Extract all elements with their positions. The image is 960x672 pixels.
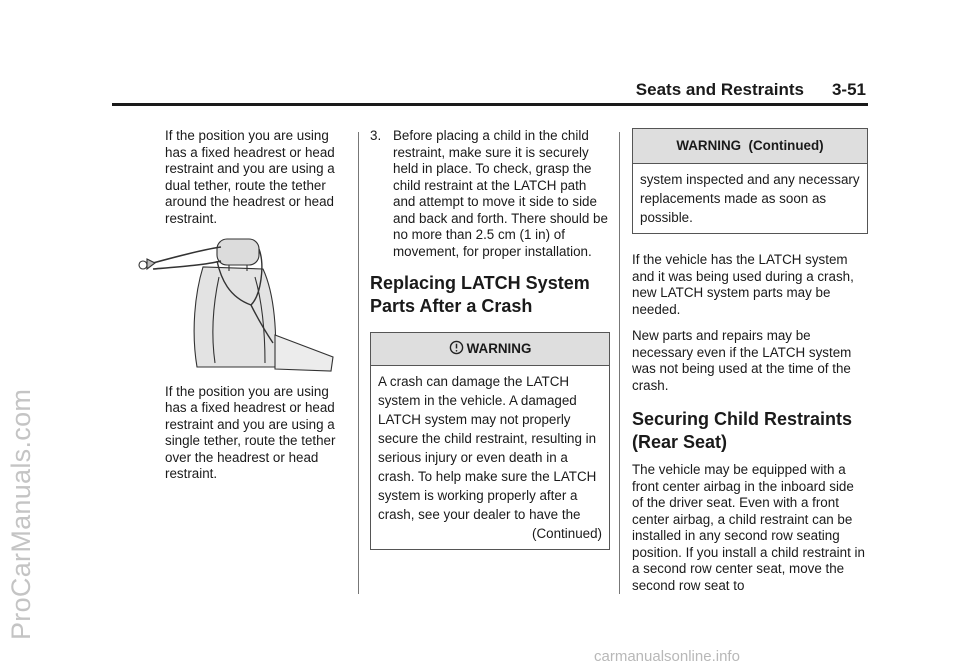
step-text: Before placing a child in the child restraint, make sure it is securely held in place. To check, grasp the child restraint at the LATCH path and attempt to move it side to side and back and forth. There should be no more than 2.5 cm (1 in) of movement, for proper installation. <box>393 128 608 259</box>
section-title: Seats and Restraints <box>635 80 804 99</box>
warning-body <box>371 366 609 549</box>
warning-text: system inspected and any necessary replacements made as soon as possible. <box>640 172 860 225</box>
page-header <box>636 80 866 100</box>
column-1 <box>165 128 353 483</box>
footer-watermark: carmanualsonline.info <box>594 648 740 665</box>
step-item <box>370 128 610 260</box>
step-number: 3. <box>370 128 382 143</box>
warning-title: WARNING (Continued) <box>676 138 824 153</box>
warning-box-continued <box>632 128 868 234</box>
column-2 <box>370 128 610 550</box>
section-heading: Replacing LATCH System Parts After a Crash <box>370 273 590 316</box>
section-heading: Securing Child Restraints (Rear Seat) <box>632 409 853 452</box>
paragraph: The vehicle may be equipped with a front center airbag in the inboard side of the driver seat. Even with a front center airbag, a child restraint can be installed in any second row seating position. If you install a child restraint in a second row center seat, move the second row seat to <box>632 462 865 593</box>
paragraph: New parts and repairs may be necessary even if the LATCH system was not being used at the time of the crash. <box>632 328 852 393</box>
warning-icon <box>449 340 464 355</box>
warning-body <box>633 164 867 233</box>
warning-box <box>370 332 610 550</box>
tether-routing-illustration <box>125 235 355 375</box>
page-number: 3-51 <box>831 80 866 99</box>
warning-header <box>371 333 609 366</box>
side-watermark: ProCarManuals.com <box>6 388 36 640</box>
paragraph: If the position you are using has a fixed headrest or head restraint and you are using a dual tether, route the tether around the headrest or head restraint. <box>165 128 335 226</box>
column-3 <box>632 128 868 594</box>
paragraph: If the vehicle has the LATCH system and it was being used during a crash, new LATCH system parts may be needed. <box>632 252 854 317</box>
continued-label: (Continued) <box>532 526 602 541</box>
warning-title: WARNING <box>466 341 532 356</box>
column-divider <box>619 132 620 594</box>
warning-text: A crash can damage the LATCH system in the vehicle. A damaged LATCH system may not properly secure the child restraint, resulting in serious injury or even death in a crash. To help make sure the LATCH system is working properly after a crash, see your dealer to have the <box>378 374 597 522</box>
column-divider <box>358 132 359 594</box>
paragraph: If the position you are using has a fixed headrest or head restraint and you are using a single tether, route the tether over the headrest or head restraint. <box>165 383 336 481</box>
warning-header <box>633 129 867 164</box>
header-rule <box>112 103 868 106</box>
